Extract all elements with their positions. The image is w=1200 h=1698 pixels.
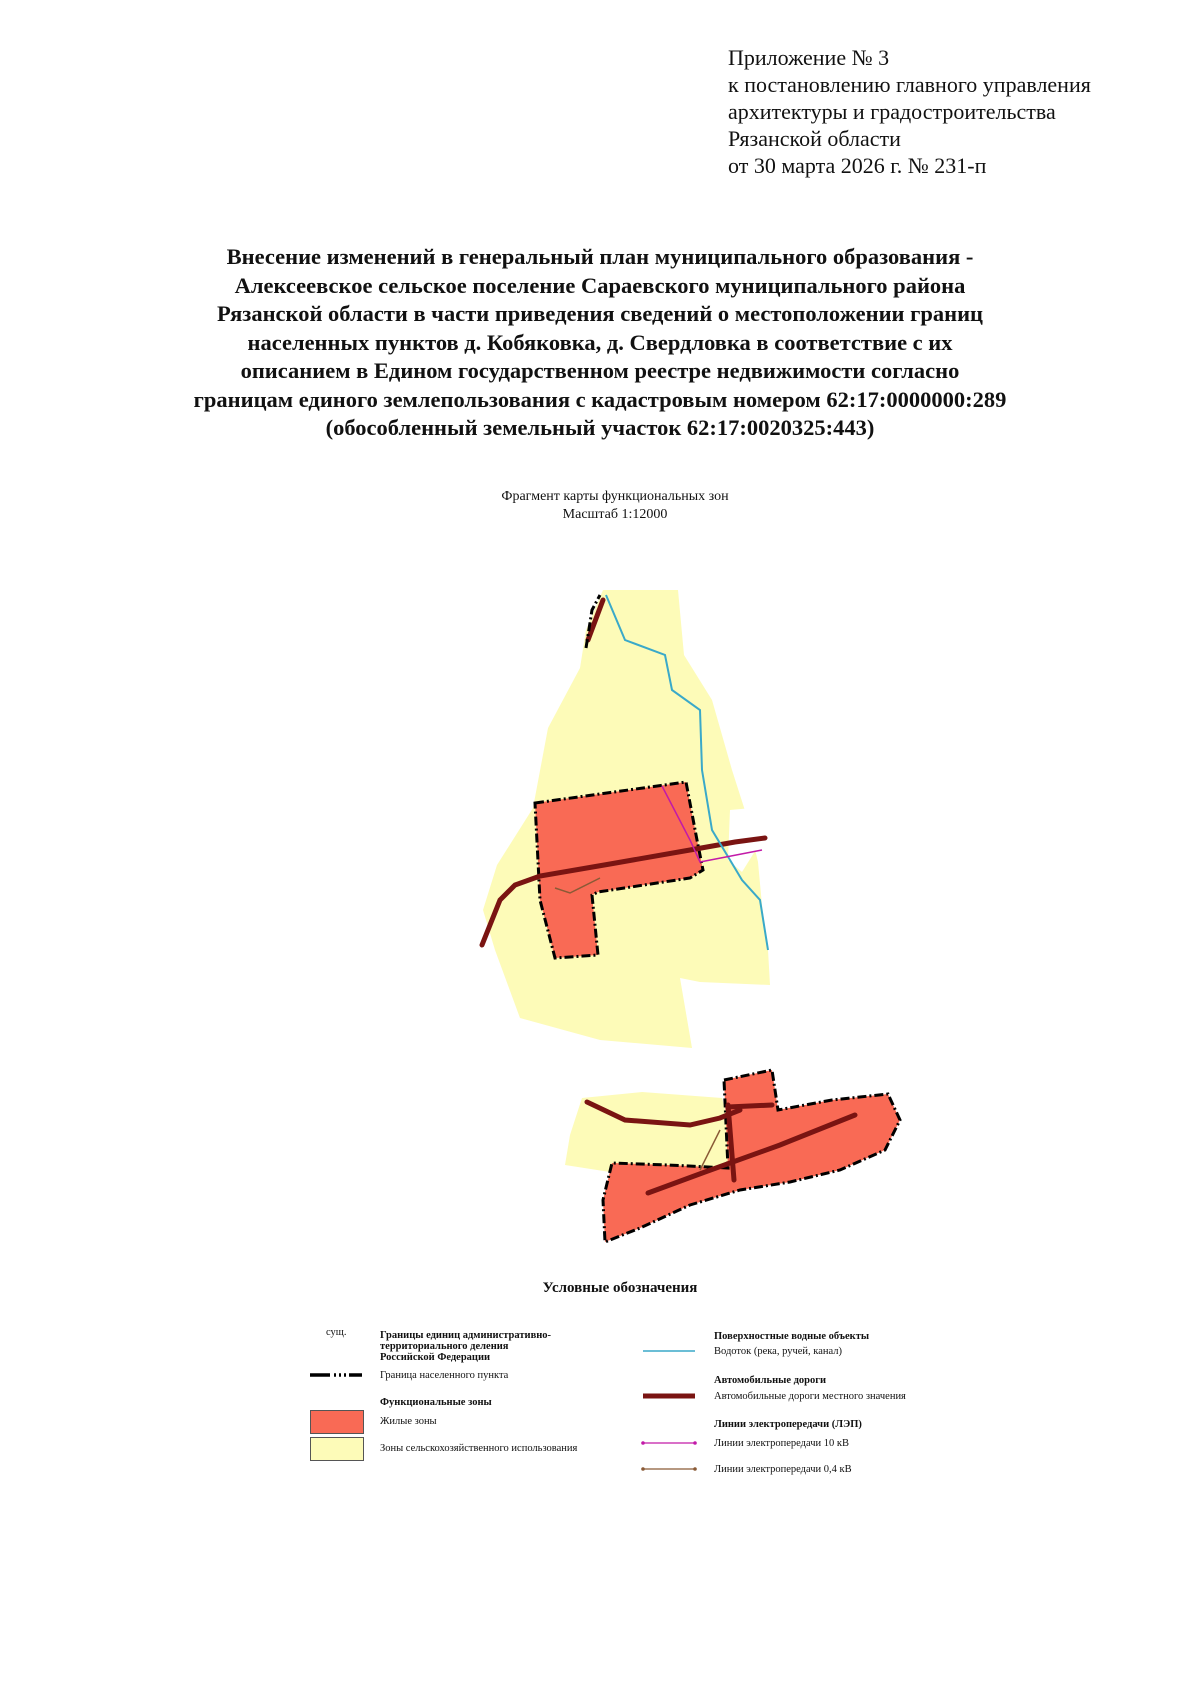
legend-power-10kv-dot [641,1441,645,1445]
title-line: границам единого землепользования с кадастровым номером 62:17:0000000:289 [193,386,1007,412]
title-line: Внесение изменений в генеральный план муниципального образования - [226,244,974,269]
legend-power-04kv-label: Линии электропередачи 0,4 кВ [714,1464,852,1475]
title-line: Рязанской области в части приведения сведений о местоположении границ [216,301,984,326]
legend-watercourse-label: Водоток (река, ручей, канал) [714,1346,842,1357]
legend-residential-label: Жилые зоны [380,1416,437,1427]
appendix-line: Приложение № 3 [728,45,890,70]
legend-title: Условные обозначения [542,1280,698,1296]
title-line: описанием в Едином государственном реестре недвижимости согласно [240,358,960,383]
legend-power-04kv-dot [641,1467,645,1471]
legend-admin-header-line: Российской Федерации [380,1352,491,1363]
legend-residential-swatch [310,1410,364,1434]
title-line: населенных пунктов д. Кобяковка, д. Свердловка в соответствие с их [247,329,953,355]
legend-admin-header-line: территориального деления [380,1341,509,1352]
legend-agricultural-swatch [310,1437,364,1461]
legend-settlement-boundary-label: Граница населенного пункта [380,1370,509,1381]
title-line: Алексеевское сельское поселение Сараевского муниципального района [234,272,966,298]
legend-admin-header-line: Границы единиц административно- [380,1330,552,1341]
legend-power-10kv-dot [693,1441,697,1445]
legend-admin-header [380,1330,551,1363]
legend-agricultural-label: Зоны сельскохозяйственного использования [380,1443,578,1454]
appendix-line: архитектуры и градостроительства [728,99,1056,124]
legend-power-header: Линии электропередачи (ЛЭП) [714,1419,862,1430]
legend-local-roads-label: Автомобильные дороги местного значения [714,1391,906,1402]
road-segment [728,1105,772,1107]
map-caption-title: Фрагмент карты функциональных зон [501,489,729,504]
appendix-line: к постановлению главного управления [728,72,1091,97]
title-line: (обособленный земельный участок 62:17:0020325:443) [325,415,875,440]
legend-power-10kv-label: Линии электропередачи 10 кВ [714,1438,850,1449]
legend-power-04kv-dot [693,1467,697,1471]
appendix-line: Рязанской области [728,126,901,151]
legend-water-header: Поверхностные водные объекты [714,1331,870,1342]
legend-roads-header: Автомобильные дороги [714,1375,827,1386]
legend-sushch-label: сущ. [326,1327,347,1338]
legend-func-zones-header: Функциональные зоны [380,1397,492,1408]
map-scale: Масштаб 1:12000 [562,507,668,522]
appendix-line: от 30 марта 2026 г. № 231-п [728,153,987,178]
